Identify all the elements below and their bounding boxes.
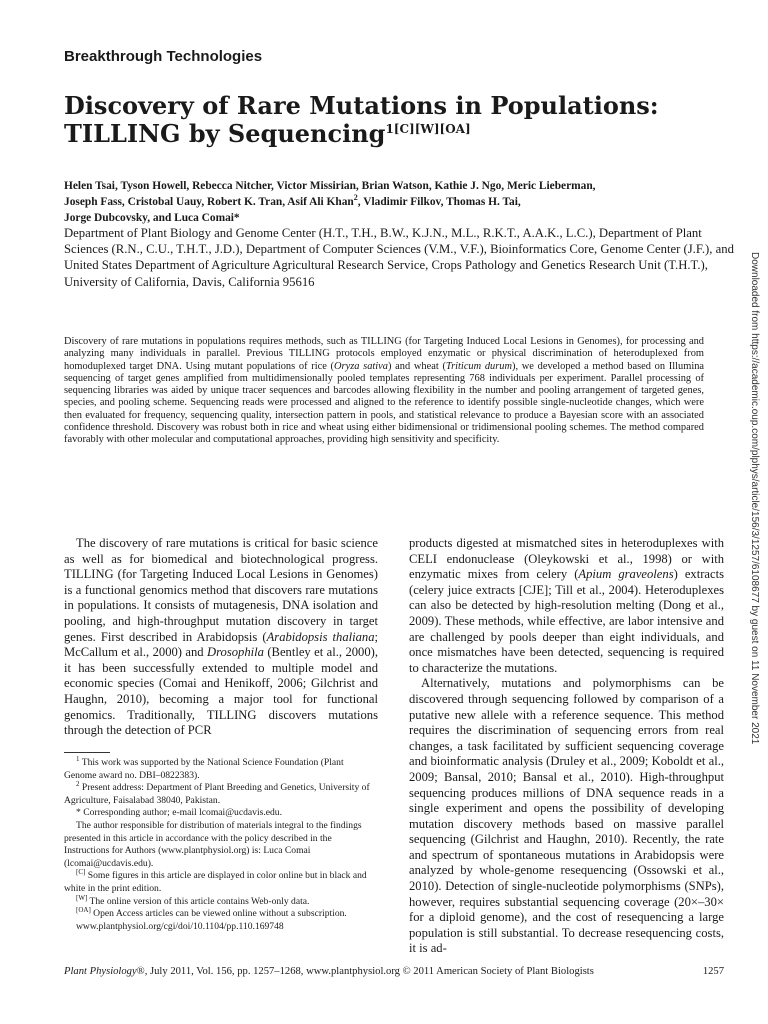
intro-text-a: The discovery of rare mutations is critical for basic science as well as for biomedical and biotechnological progress. TILLING (for Targeting Induced Local Lesions in Genomes) is a functional genomics method that discovers rare mutations in populations. It consists of mutagenesis, DNA isolation and pooling, and high-throughput mutation discovery in target genes. First described in Arabidopsis ( [64,536,378,644]
download-watermark-text: Downloaded from https://academic.oup.com/plphys/article/156/3/1257/6108677 by guest on 11 November 2021 [749,252,760,745]
section-label: Breakthrough Technologies [64,48,263,65]
title-line-1: Discovery of Rare Mutations in Populations: [64,91,659,120]
footnote-color-mark: [C] [76,868,86,877]
abstract-text-c: ), we developed a method based on Illumina sequencing of target genes amplified from multidimensionally pooled templates representing 768 individuals per experiment. Parallel processing of sequencing libraries was aided by unique tracer sequences and barcodes allowing flexibility in the number and pooling arrangement of targeted genes, species, and pooling scheme. Sequencing reads were processed and aligned to the reference to identify possible single-nucleotide changes, which were then evaluated for frequency, sequencing quality, intersection pattern in pools, and statistical relevance to produce a Bayesian score with an associated confidence threshold. Discovery was robust both in rice and wheat using either bidimensional or tridimensional pooling schemes. The method compared favorably with other molecular and computational approaches, providing high sensitivity and specificity. [64,360,705,446]
body-paragraph-2: Alternatively, mutations and polymorphisms can be discovered through sequencing followed by comparison of a putative new allele with a reference sequence. This method requires the discrimination of sequencing errors from real changes, a task facilitated by sufficient sequencing coverage and bioinformatic analysis (Druley et al., 2009; Koboldt et al., 2009; Bansal, 2010; Bansal et al., 2010). High-throughput sequencing produces millions of DNA sequence reads in a single experiment and opens the possibility of developing mutation discovery methods based on massive parallel sequencing (Gilchrist and Haughn, 2010). Recently, the rate and spectrum of spontaneous mutations in Arabidopsis were analyzed by whole-genome resequencing (Ossowski et al., 2010). Detection of single-nucleotide polymorphisms (SNPs), however, requires substantial sequencing coverage (20×–30× for a diploid genome), and the cost of resequencing a large population is still substantial. To decrease resequencing costs, it is ad- [409,676,724,956]
footnote-web [64,893,378,909]
footnote-rule [64,752,110,753]
author-list [64,178,734,226]
footnote-oa-mark: [OA] [76,905,91,914]
page-number: 1257 [702,966,724,977]
footnote-2-mark: 2 [76,780,80,788]
authors-line-3: Jorge Dubcovsky, and Luca Comai* [64,212,240,224]
footnote-doi: www.plantphysiol.org/cgi/doi/10.1104/pp.110.169748 [76,920,284,932]
body-column-left [64,536,378,739]
authors-line-2a: Joseph Fass, Cristobal Uauy, Robert K. Tran, Asif Ali Khan [64,196,354,208]
species-rice: Oryza sativa [334,360,388,372]
footnote-corresponding: * Corresponding author; e-mail lcomai@ucdavis.edu. [76,807,282,819]
affiliations: Department of Plant Biology and Genome Center (H.T., T.H., B.W., K.J.N., M.L., R.K.T., A.A.K., L.C.), Department of Plant Sciences (R.N., C.U., T.H.T., J.D.), Department of Computer Sciences (V.M., V.F.), Bioinformatics Core, Genome Center (J.F.), and United States Department of Agriculture Agricultural Research Service, Crops Pathology and Genetics Research Unit (T.H.T.), University of California, Davis, California 95616 [64,226,734,289]
footnotes [64,752,378,933]
abstract-text-b: ) and wheat ( [387,360,446,372]
intro-text-b: ; McCallum et al., 2000) and [64,629,379,660]
footnote-oa-text: Open Access articles can be viewed online without a subscription. [90,908,347,920]
para1-text-b: ) extracts (celery juice extracts [CJE]; Till et al., 2004). Heteroduplexes can also be detected by high-resolution melting (Dong et al., 2009). These methods, while effective, are labor intensive and are challenged by pools deeper than eight individuals, and once mismatches have been detected, sequencing is required to characterize the mutations. [409,567,724,675]
footnote-1 [64,754,378,782]
abstract [64,336,704,447]
intro-text-c: (Bentley et al., 2000), it has been successfully extended to multiple model and economic species (Comai and Henikoff, 2006; Gilchrist and Haughn, 2010), becoming a major tool for functional genomics. Traditionally, TILLING discovers mutations through the detection of PCR [64,645,378,738]
intro-paragraph [64,536,378,739]
species-drosophila: Drosophila [207,645,264,660]
footnote-open-access [64,905,378,921]
author-footnote-mark: 2 [353,193,358,203]
species-apium: Apium graveolens [578,567,674,582]
title-line-2: TILLING by Sequencing [64,119,386,148]
footnote-materials: The author responsible for distribution of materials integral to the findings presented in this article in accordance with the policy described in the Instructions for Authors (www.plantphysiol.org) is: Luca Comai (lcomai@ucdavis.edu). [64,819,362,869]
species-arabidopsis: Arabidopsis thaliana [266,629,375,644]
download-watermark [745,252,763,772]
species-wheat: Triticum durum [445,360,512,372]
journal-name: Plant Physiology [64,966,137,977]
footnote-1-mark: 1 [76,754,80,763]
page-footer [64,966,724,977]
footnote-web-text: The online version of this article contains Web-only data. [87,895,310,907]
body-paragraph-1 [409,536,724,676]
footnote-color [64,870,378,895]
article-title [64,92,704,148]
body-column-right [409,536,724,957]
title-footnote-marks: 1[C][W][OA] [385,122,471,136]
authors-line-2b: , Vladimir Filkov, Thomas H. Tai, [357,196,521,208]
footnote-color-text: Some figures in this article are displayed in color online but in black and white in the print edition. [64,870,367,894]
footnote-1-text: This work was supported by the National Science Foundation (Plant Genome award no. DBI–0822383). [64,757,344,781]
footnote-2 [64,782,378,807]
para1-text-a: products digested at mismatched sites in heteroduplexes with CELI endonuclease (Oleykowski et al., 1998) or with enzymatic mixes from celery ( [409,536,724,582]
footnote-2-text: Present address: Department of Plant Breeding and Genetics, University of Agriculture, Faisalabad 38040, Pakistan. [64,782,370,806]
footnote-web-mark: [W] [76,893,88,902]
citation: ®, July 2011, Vol. 156, pp. 1257–1268, www.plantphysiol.org © 2011 American Society of Plant Biologists [136,966,594,977]
abstract-text-a: Discovery of rare mutations in populations requires methods, such as TILLING (for Targeting Induced Local Lesions in Genomes), for processing and analyzing many individuals in parallel. Previous TILLING protocols employed enzymatic or physical discrimination of heteroduplexed from homoduplexed target DNA. Using mutant populations of rice ( [64,336,704,372]
authors-line-1: Helen Tsai, Tyson Howell, Rebecca Nitcher, Victor Missirian, Brian Watson, Kathie J. Ngo, Meric Lieberman, [64,180,596,192]
